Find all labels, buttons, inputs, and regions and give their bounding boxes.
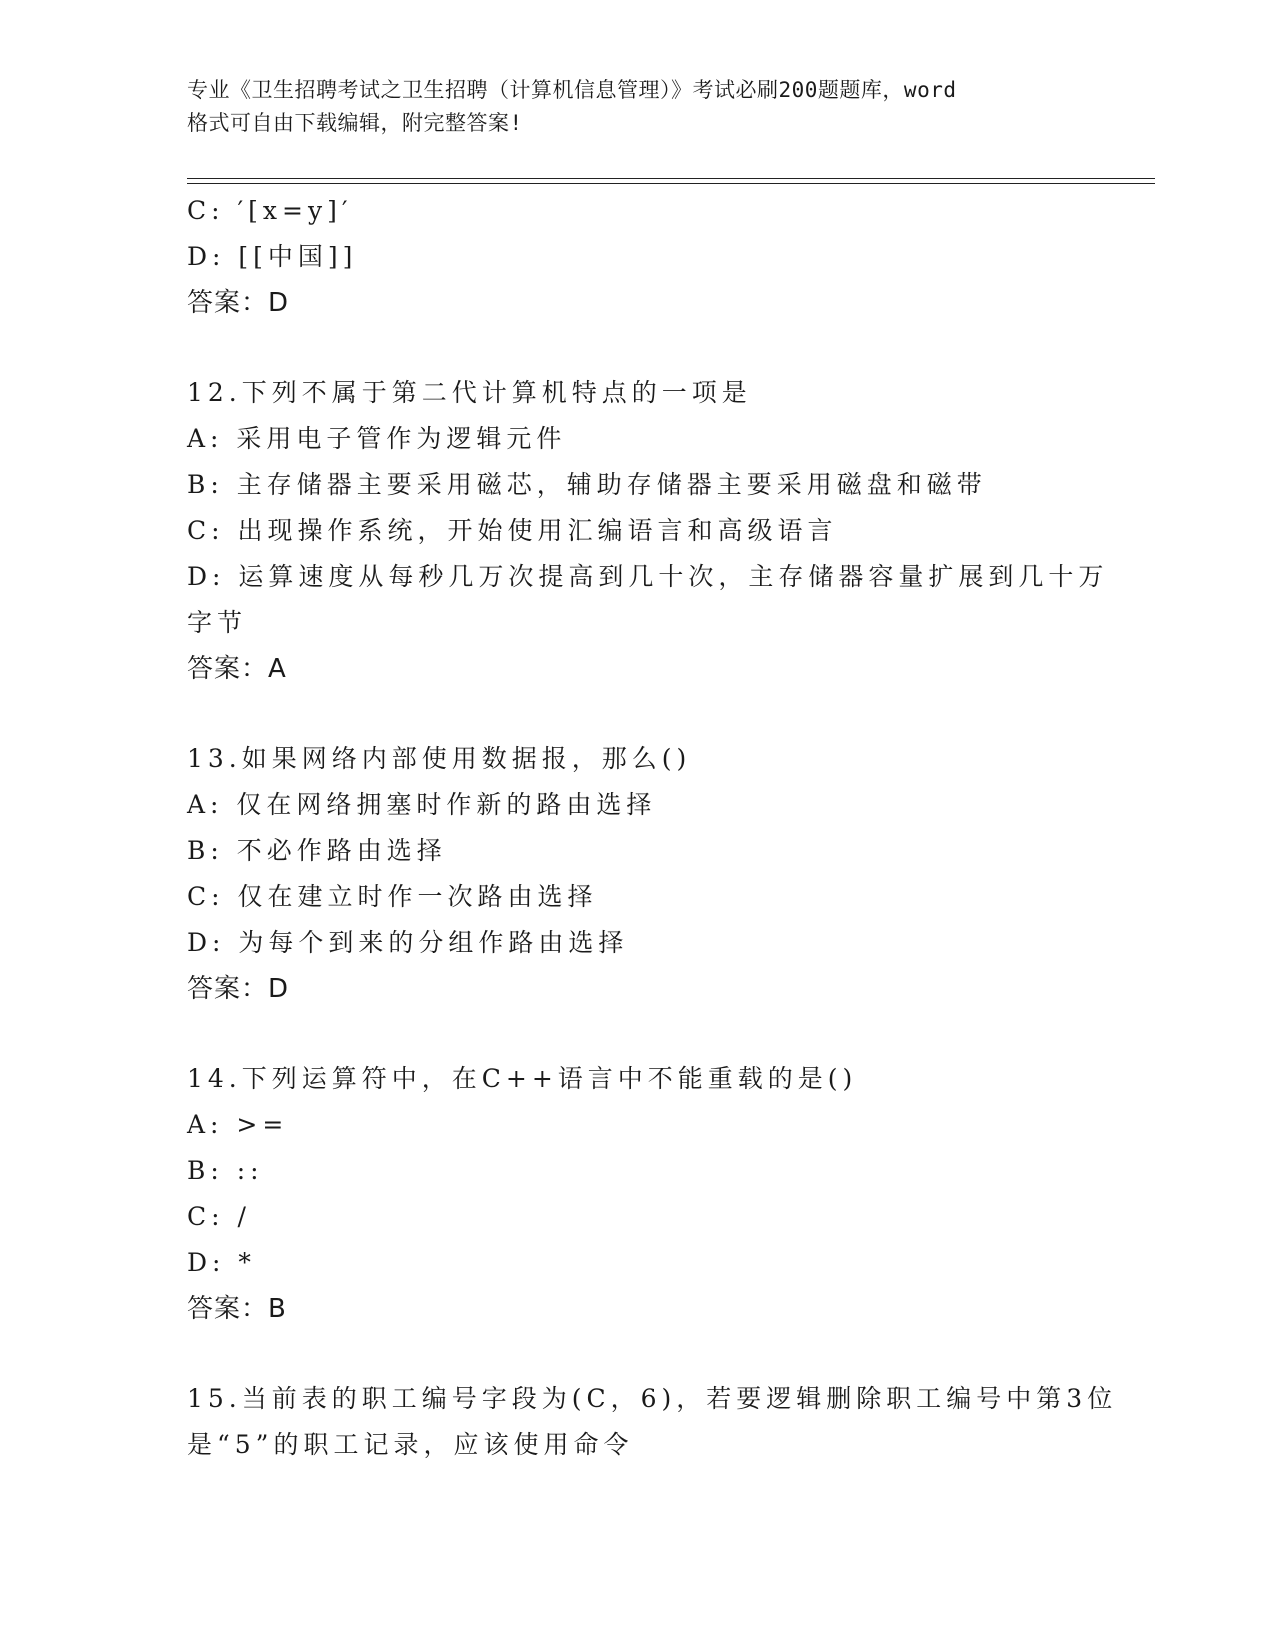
option-d: D: 为每个到来的分组作路由选择 xyxy=(187,928,629,957)
option-d-continued: 字节 xyxy=(187,608,248,637)
question-15 xyxy=(187,1376,1118,1468)
header-divider-bottom xyxy=(187,183,1155,184)
question-stem-continued: 是“5”的职工记录，应该使用命令 xyxy=(187,1430,634,1459)
answer-line: 答案：D xyxy=(187,288,290,318)
option-c: C: ′[x=y]′ xyxy=(187,196,353,225)
question-12 xyxy=(187,370,1109,692)
option-c: C: 仅在建立时作一次路由选择 xyxy=(187,882,598,911)
header-divider-top xyxy=(187,178,1155,179)
document-header xyxy=(187,74,1087,140)
question-14 xyxy=(187,1056,1087,1332)
option-b: B: 主存储器主要采用磁芯，辅助存储器主要采用磁盘和磁带 xyxy=(187,470,987,499)
option-a: A: 仅在网络拥塞时作新的路由选择 xyxy=(187,790,657,819)
header-line-2: 格式可自由下载编辑，附完整答案! xyxy=(187,111,523,135)
option-a: A: >= xyxy=(187,1110,289,1139)
answer-line: 答案：B xyxy=(187,1294,287,1324)
question-prev-tail xyxy=(187,188,1087,326)
option-b: B: 不必作路由选择 xyxy=(187,836,447,865)
answer-line: 答案：A xyxy=(187,654,287,684)
question-stem: 15.当前表的职工编号字段为(C，6)，若要逻辑删除职工编号中第3位 xyxy=(187,1384,1118,1413)
question-stem: 14.下列运算符中，在C++语言中不能重载的是() xyxy=(187,1064,858,1093)
option-d: D: 运算速度从每秒几万次提高到几十次，主存储器容量扩展到几十万 xyxy=(187,562,1109,591)
option-c: C: / xyxy=(187,1202,251,1231)
answer-line: 答案：D xyxy=(187,974,290,1004)
question-stem: 12.下列不属于第二代计算机特点的一项是 xyxy=(187,378,752,407)
header-line-1: 专业《卫生招聘考试之卫生招聘（计算机信息管理）》考试必刷200题题库，word xyxy=(187,78,957,102)
question-list xyxy=(187,188,1118,1468)
question-stem: 13.如果网络内部使用数据报，那么() xyxy=(187,744,692,773)
option-c: C: 出现操作系统，开始使用汇编语言和高级语言 xyxy=(187,516,838,545)
question-13 xyxy=(187,736,1087,1012)
option-b: B: :: xyxy=(187,1156,264,1185)
option-a: A: 采用电子管作为逻辑元件 xyxy=(187,424,567,453)
option-d: D: [[中国]] xyxy=(187,242,358,271)
option-d: D: * xyxy=(187,1248,256,1277)
